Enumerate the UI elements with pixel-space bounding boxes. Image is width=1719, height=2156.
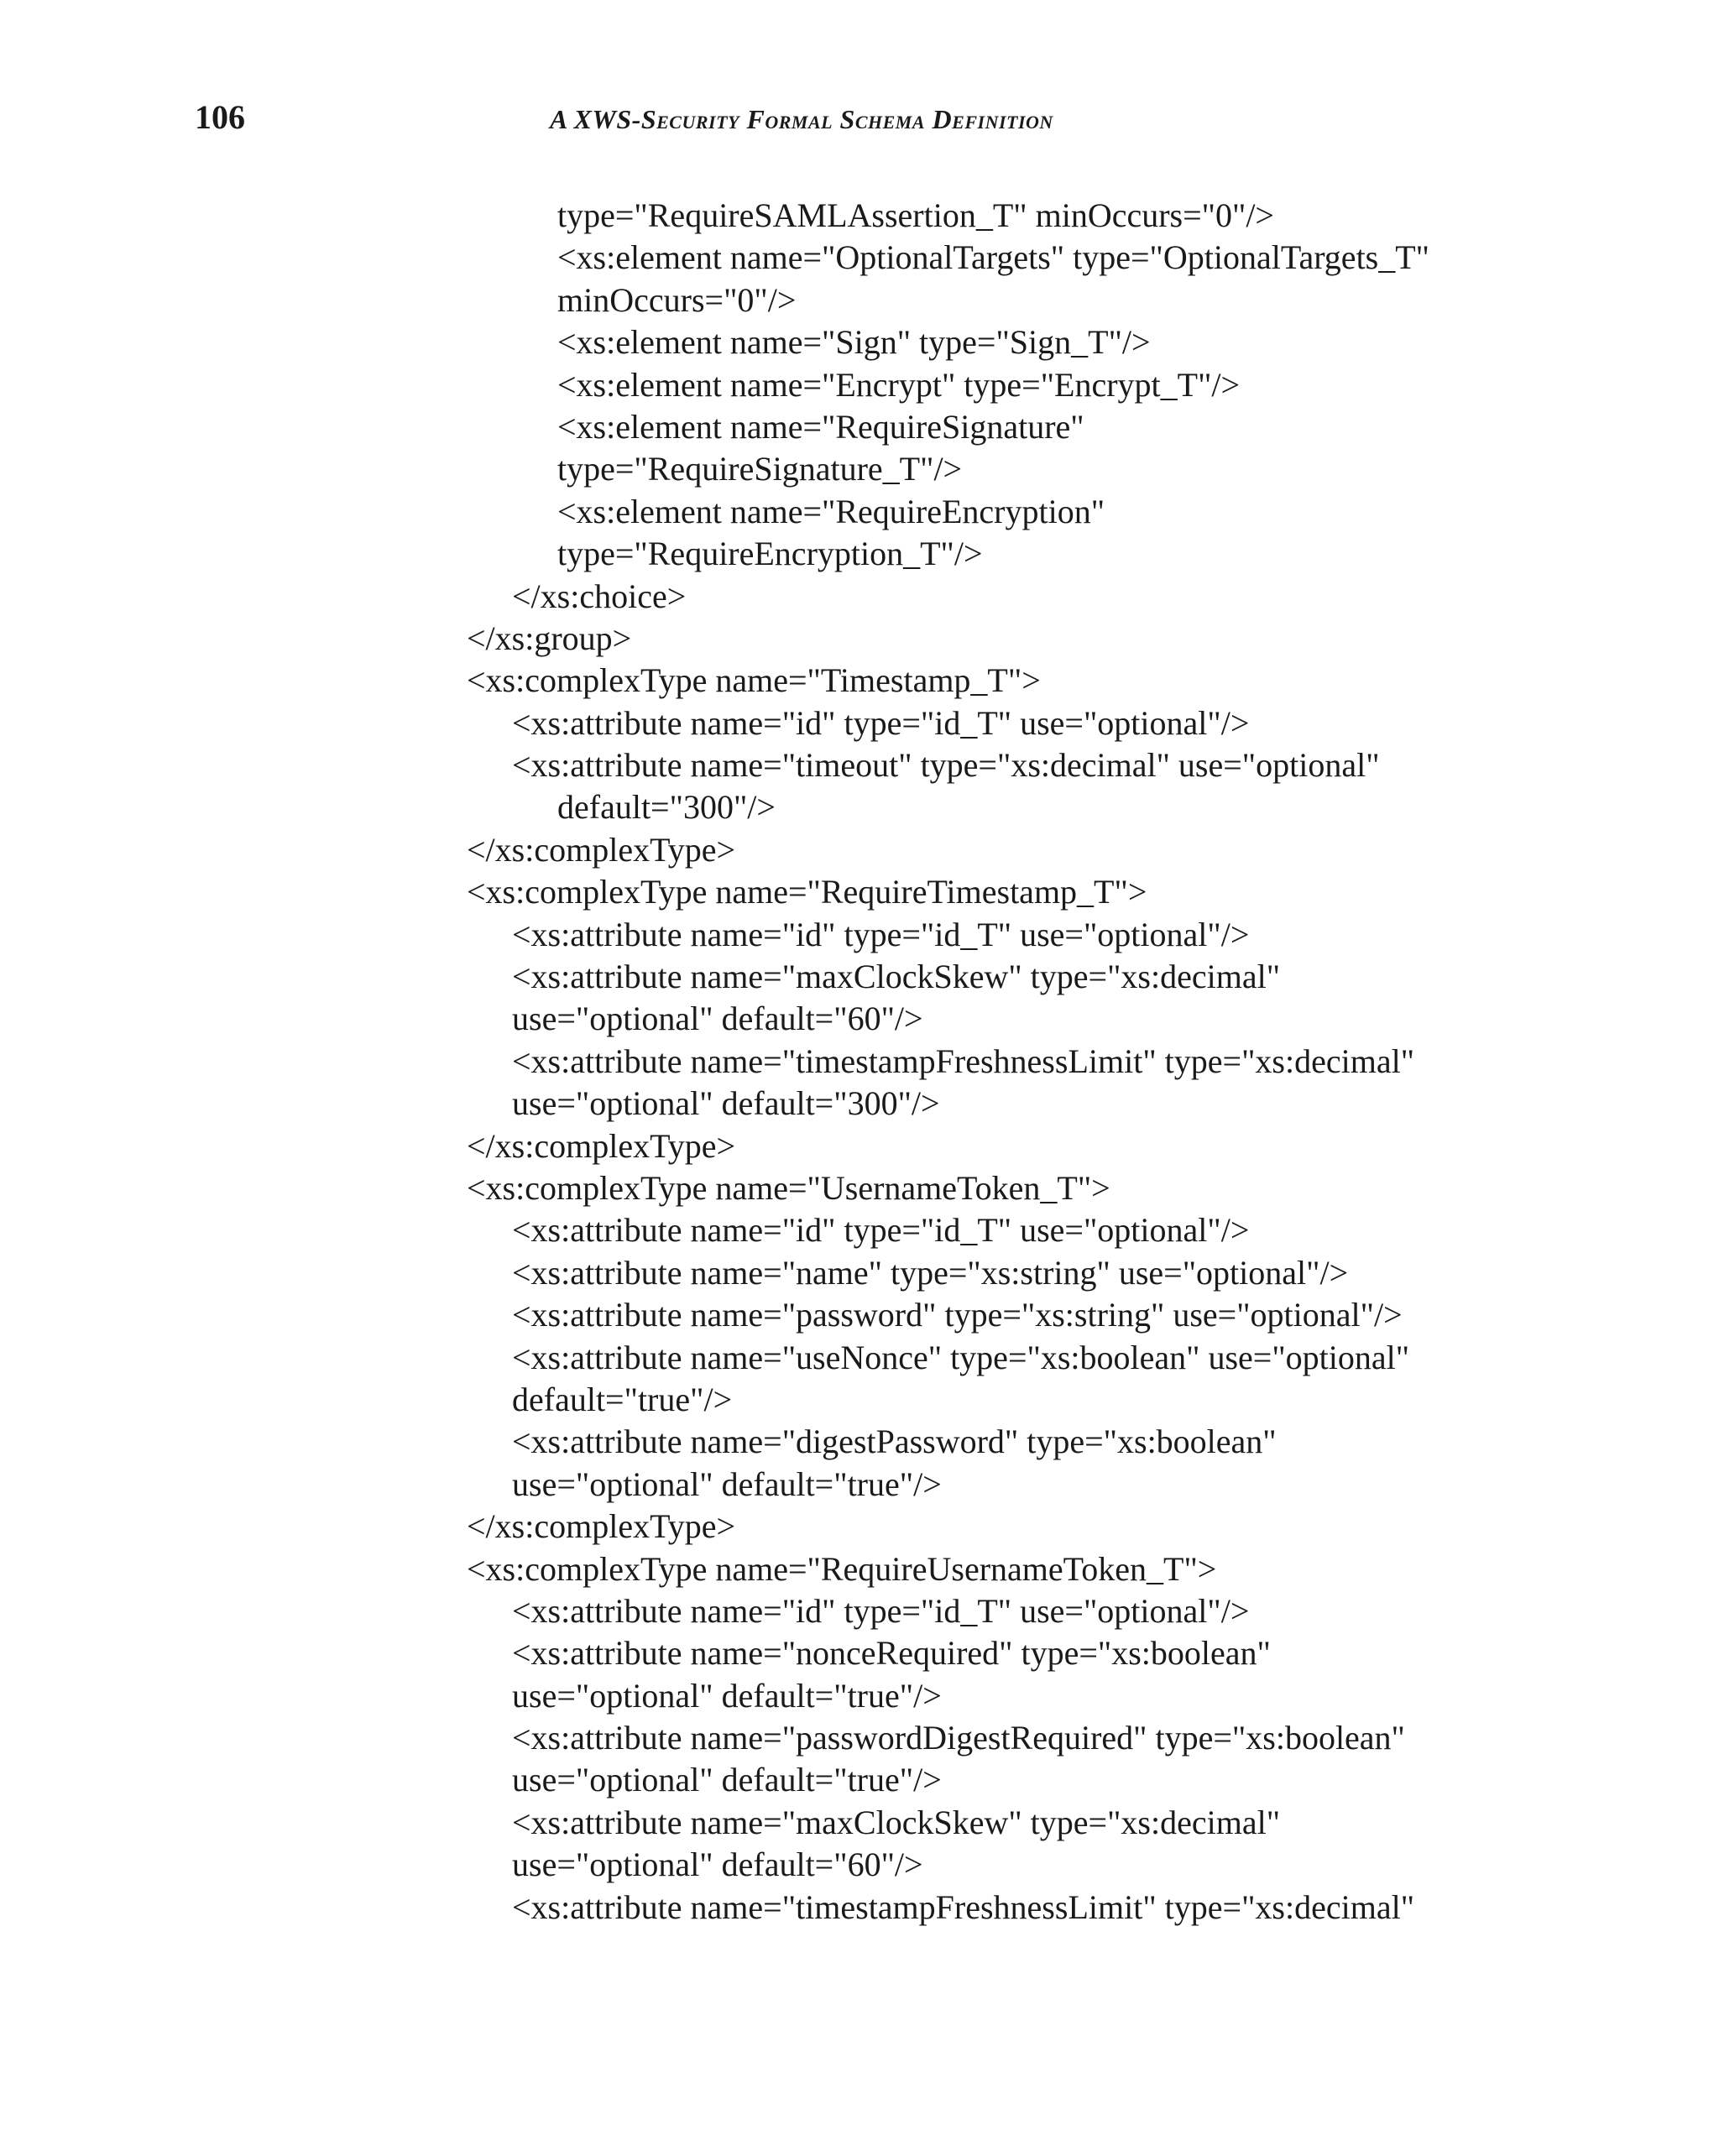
code-line: <xs:attribute name="timestampFreshnessLimit" type="xs:decimal" (512, 1887, 1415, 1926)
code-line: type="RequireSignature_T"/> (557, 450, 963, 488)
code-line: <xs:complexType name="Timestamp_T"> (467, 661, 1041, 700)
code-line: use="optional" default="300"/> (512, 1084, 940, 1123)
code-line: <xs:complexType name="RequireUsernameToken_T"> (467, 1549, 1217, 1588)
code-line: default="true"/> (512, 1380, 733, 1418)
code-line: <xs:attribute name="id" type="id_T" use="optional"/> (512, 1211, 1250, 1250)
code-line: <xs:attribute name="digestPassword" type="xs:boolean" (512, 1423, 1277, 1461)
code-line: <xs:attribute name="nonceRequired" type="xs:boolean" (512, 1634, 1271, 1673)
code-line: <xs:element name="RequireSignature" (557, 407, 1084, 446)
code-line: <xs:attribute name="name" type="xs:string" use="optional"/> (512, 1253, 1349, 1292)
schema-code-listing (0, 195, 1719, 1929)
code-line: <xs:attribute name="id" type="id_T" use="optional"/> (512, 1591, 1250, 1630)
code-line: <xs:element name="OptionalTargets" type="OptionalTargets_T" (557, 238, 1430, 277)
code-line: <xs:attribute name="maxClockSkew" type="xs:decimal" (512, 1803, 1281, 1841)
code-line: </xs:group> (467, 619, 632, 657)
code-line: <xs:attribute name="useNonce" type="xs:boolean" use="optional" (512, 1338, 1410, 1376)
code-line: <xs:attribute name="maxClockSkew" type="xs:decimal" (512, 958, 1281, 996)
code-line: <xs:attribute name="passwordDigestRequired" type="xs:boolean" (512, 1719, 1405, 1757)
code-line: <xs:element name="RequireEncryption" (557, 492, 1105, 530)
code-line: use="optional" default="60"/> (512, 1000, 923, 1038)
code-line: default="300"/> (557, 788, 776, 827)
code-line: use="optional" default="true"/> (512, 1464, 942, 1503)
code-line: </xs:complexType> (467, 1126, 736, 1165)
code-line: use="optional" default="true"/> (512, 1761, 942, 1799)
code-line: </xs:complexType> (467, 830, 736, 869)
code-line: use="optional" default="60"/> (512, 1845, 923, 1884)
page-number: 106 (195, 98, 245, 136)
code-line: <xs:attribute name="timeout" type="xs:decimal" use="optional" (512, 746, 1380, 785)
running-head-title: A XWS-Security Formal Schema Definition (550, 104, 1053, 134)
code-line: </xs:choice> (512, 577, 687, 615)
code-line: <xs:complexType name="UsernameToken_T"> (467, 1168, 1110, 1207)
code-line: <xs:attribute name="password" type="xs:string" use="optional"/> (512, 1296, 1403, 1334)
code-line: type="RequireSAMLAssertion_T" minOccurs="0"/> (557, 196, 1274, 234)
code-line: use="optional" default="true"/> (512, 1676, 942, 1715)
code-line: <xs:attribute name="id" type="id_T" use="optional"/> (512, 915, 1250, 953)
code-line: <xs:complexType name="RequireTimestamp_T"> (467, 873, 1147, 911)
code-line: </xs:complexType> (467, 1507, 736, 1546)
code-line: minOccurs="0"/> (557, 280, 797, 319)
code-line: <xs:element name="Encrypt" type="Encrypt_T"/> (557, 365, 1241, 404)
code-line: <xs:attribute name="id" type="id_T" use="optional"/> (512, 703, 1250, 742)
code-line: <xs:attribute name="timestampFreshnessLimit" type="xs:decimal" (512, 1041, 1415, 1080)
code-line: type="RequireEncryption_T"/> (557, 535, 983, 573)
code-line: <xs:element name="Sign" type="Sign_T"/> (557, 323, 1151, 362)
